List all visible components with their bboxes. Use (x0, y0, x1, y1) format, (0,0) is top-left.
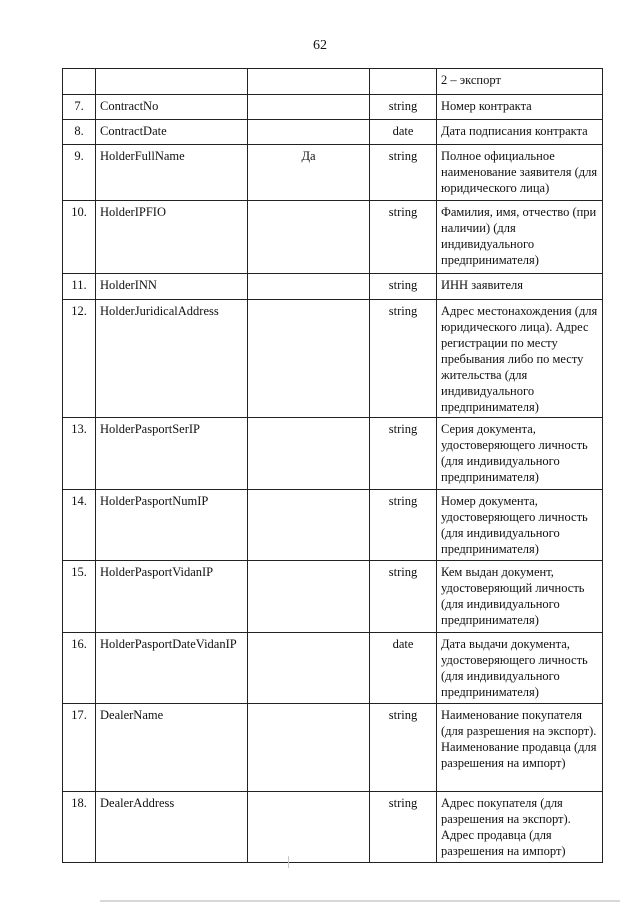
field-name (96, 69, 248, 95)
field-type: string (370, 490, 437, 561)
row-number: 15. (63, 561, 96, 633)
field-type: string (370, 704, 437, 792)
field-description: Адрес местонахождения (для юридического лица). Адрес регистрации по месту пребывания либо по месту жительства (для индивидуального предпринимателя) (437, 300, 603, 418)
table-row (63, 120, 603, 145)
required-flag (248, 490, 370, 561)
field-name: HolderIPFIO (96, 201, 248, 274)
field-name: ContractDate (96, 120, 248, 145)
field-table (62, 68, 603, 863)
required-flag (248, 704, 370, 792)
row-number (63, 69, 96, 95)
field-table-body (63, 69, 603, 863)
table-row (63, 792, 603, 863)
row-number: 14. (63, 490, 96, 561)
field-description: Полное официальное наименование заявителя (для юридического лица) (437, 145, 603, 201)
table-row (63, 69, 603, 95)
field-description: Адрес покупателя (для разрешения на экспорт). Адрес продавца (для разрешения на импорт) (437, 792, 603, 863)
field-name: HolderPasportNumIP (96, 490, 248, 561)
page-number: 62 (313, 38, 327, 53)
required-flag (248, 561, 370, 633)
page-bottom-edge (100, 900, 620, 902)
field-name: HolderPasportVidanIP (96, 561, 248, 633)
row-number: 16. (63, 633, 96, 704)
field-name: HolderINN (96, 274, 248, 300)
field-description: Фамилия, имя, отчество (при наличии) (для индивидуального предпринимателя) (437, 201, 603, 274)
field-name: ContractNo (96, 95, 248, 120)
field-description: ИНН заявителя (437, 274, 603, 300)
field-description: Номер контракта (437, 95, 603, 120)
table-row (63, 145, 603, 201)
field-type: string (370, 145, 437, 201)
required-flag (248, 418, 370, 490)
field-name: HolderJuridicalAddress (96, 300, 248, 418)
row-number: 8. (63, 120, 96, 145)
field-type (370, 69, 437, 95)
field-type: string (370, 792, 437, 863)
field-name: DealerName (96, 704, 248, 792)
field-type: string (370, 300, 437, 418)
field-type: date (370, 633, 437, 704)
required-flag (248, 120, 370, 145)
field-description: Серия документа, удостоверяющего личность (для индивидуального предпринимателя) (437, 418, 603, 490)
row-number: 13. (63, 418, 96, 490)
required-flag (248, 95, 370, 120)
required-flag: Да (248, 145, 370, 201)
field-description: Дата подписания контракта (437, 120, 603, 145)
table-row (63, 633, 603, 704)
field-type: string (370, 95, 437, 120)
required-flag (248, 274, 370, 300)
table-row (63, 490, 603, 561)
required-flag (248, 633, 370, 704)
required-flag (248, 201, 370, 274)
table-row (63, 274, 603, 300)
field-description: Дата выдачи документа, удостоверяющего личность (для индивидуального предпринимателя) (437, 633, 603, 704)
field-description: Номер документа, удостоверяющего личность (для индивидуального предпринимателя) (437, 490, 603, 561)
table-row (63, 704, 603, 792)
field-type: string (370, 561, 437, 633)
field-name: HolderPasportSerIP (96, 418, 248, 490)
scan-artifact (288, 856, 289, 868)
table-row (63, 300, 603, 418)
row-number: 12. (63, 300, 96, 418)
row-number: 10. (63, 201, 96, 274)
field-name: HolderPasportDateVidanIP (96, 633, 248, 704)
row-number: 17. (63, 704, 96, 792)
table-row (63, 561, 603, 633)
field-description: 2 – экспорт (437, 69, 603, 95)
table-row (63, 95, 603, 120)
field-name: HolderFullName (96, 145, 248, 201)
field-type: string (370, 418, 437, 490)
field-description: Наименование покупателя (для разрешения на экспорт). Наименование продавца (для разрешения на импорт) (437, 704, 603, 792)
row-number: 11. (63, 274, 96, 300)
row-number: 7. (63, 95, 96, 120)
field-description: Кем выдан документ, удостоверяющий личность (для индивидуального предпринимателя) (437, 561, 603, 633)
required-flag (248, 300, 370, 418)
required-flag (248, 69, 370, 95)
row-number: 9. (63, 145, 96, 201)
row-number: 18. (63, 792, 96, 863)
field-type: string (370, 274, 437, 300)
table-row (63, 418, 603, 490)
field-name: DealerAddress (96, 792, 248, 863)
field-type: string (370, 201, 437, 274)
field-type: date (370, 120, 437, 145)
table-row (63, 201, 603, 274)
required-flag (248, 792, 370, 863)
